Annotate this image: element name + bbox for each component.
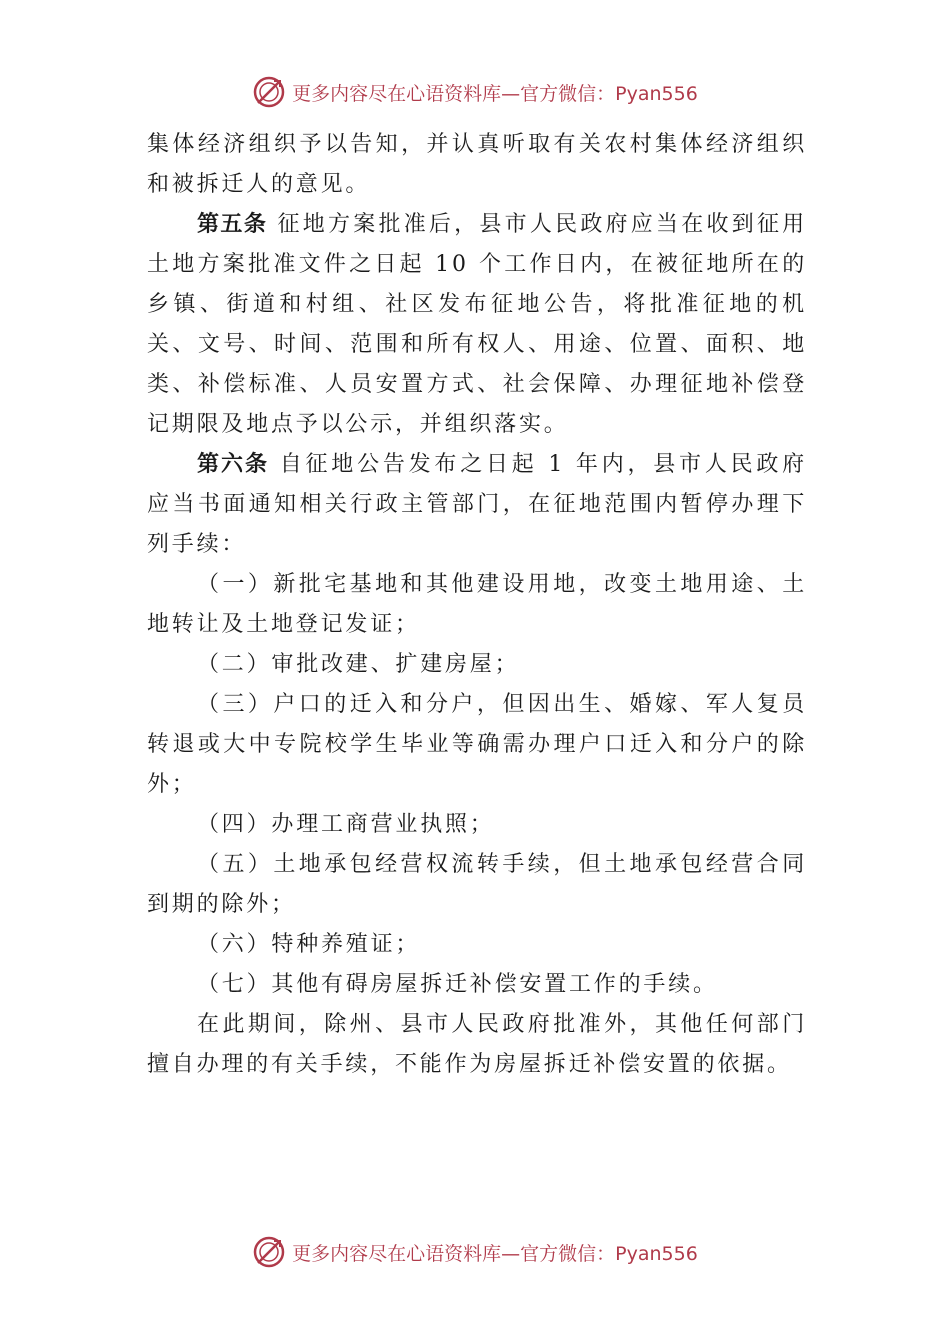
paragraph: [147, 1005, 807, 1085]
article-number: 第五条: [197, 212, 268, 237]
list-item: [147, 925, 807, 965]
paragraph-text: （三）户口的迁入和分户，但因出生、婚嫁、军人复员转退或大中专院校学生毕业等确需办理户口迁入和分户的除外；: [147, 692, 807, 797]
list-item: [147, 805, 807, 845]
list-item: [147, 645, 807, 685]
watermark-text: 更多内容尽在心语资料库—官方微信：Pyan556: [292, 82, 698, 105]
paragraph: [147, 445, 807, 565]
document-body: [147, 125, 807, 1085]
footer-watermark: [0, 1232, 950, 1272]
paragraph-text: 在此期间，除州、县市人民政府批准外，其他任何部门擅自办理的有关手续，不能作为房屋拆迁补偿安置的依据。: [147, 1012, 807, 1077]
paragraph: [147, 205, 807, 445]
list-item: [147, 685, 807, 805]
paragraph-text: （七）其他有碍房屋拆迁补偿安置工作的手续。: [197, 972, 718, 997]
paragraph-text: （一）新批宅基地和其他建设用地，改变土地用途、土地转让及土地登记发证；: [147, 572, 807, 637]
paragraph-text: 征地方案批准后，县市人民政府应当在收到征用土地方案批准文件之日起 10 个工作日内，在被征地所在的乡镇、街道和村组、社区发布征地公告，将批准征地的机关、文号、时间、范围和所有权人、用途、位置、面积、地类、补偿标准、人员安置方式、社会保障、办理征地补偿登 记期限及地点予以公示，并组织落实。: [147, 212, 807, 437]
paragraph-text: 自征地公告发布之日起 1 年内，县市人民政府应当书面通知相关行政主管部门，在征地范围内暂停办理下列手续：: [147, 452, 807, 557]
watermark-logo-icon: [252, 75, 286, 109]
watermark-logo-icon: [252, 1235, 286, 1269]
paragraph-text: （二）审批改建、扩建房屋；: [197, 652, 520, 677]
paragraph-text: （四）办理工商营业执照；: [197, 812, 495, 837]
list-item: [147, 965, 807, 1005]
watermark-text: 更多内容尽在心语资料库—官方微信：Pyan556: [292, 1242, 698, 1265]
list-item: [147, 565, 807, 645]
paragraph: [147, 125, 807, 205]
list-item: [147, 845, 807, 925]
header-watermark: [0, 72, 950, 112]
paragraph-text: （五）土地承包经营权流转手续，但土地承包经营合同到期的除外；: [147, 852, 807, 917]
paragraph-text: （六）特种养殖证；: [197, 932, 421, 957]
article-number: 第六条: [197, 452, 269, 477]
paragraph-text: 集体经济组织予以告知，并认真听取有关农村集体经济组织和被拆迁人的意见。: [147, 132, 807, 197]
